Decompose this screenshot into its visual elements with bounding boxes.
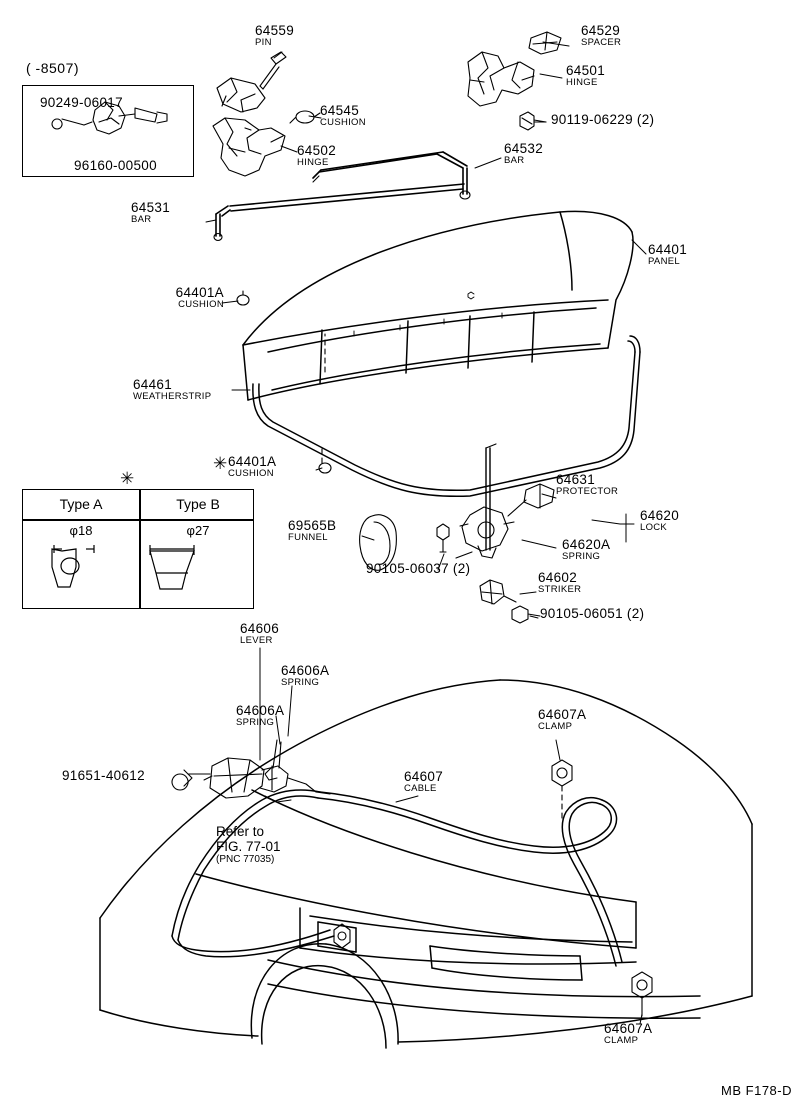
- callout-64529: 64529 SPACER: [581, 23, 622, 48]
- cushion-asterisk: ✳: [213, 454, 228, 473]
- type-table-header-a: Type A: [59, 496, 103, 512]
- reference-note-line2: FIG. 77-01: [216, 839, 281, 855]
- callout-64501: 64501 HINGE: [566, 63, 606, 88]
- callout-64620a: 64620A SPRING: [562, 537, 611, 562]
- callout-90105-06051: 90105-06051 (2): [540, 606, 645, 621]
- callout-64545: 64545 CUSHION: [320, 103, 366, 128]
- reference-note-line1: Refer to: [216, 824, 265, 839]
- callout-64620: 64620 LOCK: [640, 508, 680, 533]
- callout-64559: 64559 PIN: [255, 23, 295, 48]
- reference-note-line3: (PNC 77035): [216, 854, 275, 866]
- callout-64607: 64607 CABLE: [404, 769, 444, 794]
- callout-64606a-2: 64606A SPRING: [236, 703, 285, 728]
- callout-96160-00500: 96160-00500: [74, 158, 157, 173]
- callout-64401a-bottom: 64401A CUSHION: [228, 454, 277, 479]
- reference-note: [216, 824, 281, 865]
- type-table-value-b: φ27: [186, 523, 210, 538]
- type-table-header-b: Type B: [176, 496, 220, 512]
- callout-64606: 64606 LEVER: [240, 621, 280, 646]
- callout-64532: 64532 BAR: [504, 141, 544, 166]
- callout-64607a-bottom: 64607A CLAMP: [604, 1021, 653, 1046]
- callout-69565b: 69565B FUNNEL: [288, 518, 337, 543]
- callout-64531: 64531 BAR: [131, 200, 171, 225]
- callout-64401: 64401 PANEL: [648, 242, 688, 267]
- callout-90105-06037: 90105-06037 (2): [366, 561, 471, 576]
- callout-64461: 64461 WEATHERSTRIP: [133, 377, 212, 402]
- callout-91651-40612: 91651-40612: [62, 768, 145, 783]
- type-table-asterisk: ✳: [120, 469, 135, 488]
- type-table-value-a: φ18: [69, 523, 93, 538]
- diagram-code: MB F178-D: [721, 1083, 792, 1098]
- callout-64631: 64631 PROTECTOR: [556, 472, 619, 497]
- callout-64502: 64502 HINGE: [297, 143, 337, 168]
- date-range-label: ( -8507): [26, 60, 80, 76]
- callout-90119-06229: 90119-06229 (2): [551, 112, 655, 127]
- callout-64606a-1: 64606A SPRING: [281, 663, 330, 688]
- callout-64607a-top: 64607A CLAMP: [538, 707, 587, 732]
- callout-64401a-top: 64401A CUSHION: [175, 285, 224, 310]
- callout-64602: 64602 STRIKER: [538, 570, 582, 595]
- callout-90249-06017: 90249-06017: [40, 95, 123, 110]
